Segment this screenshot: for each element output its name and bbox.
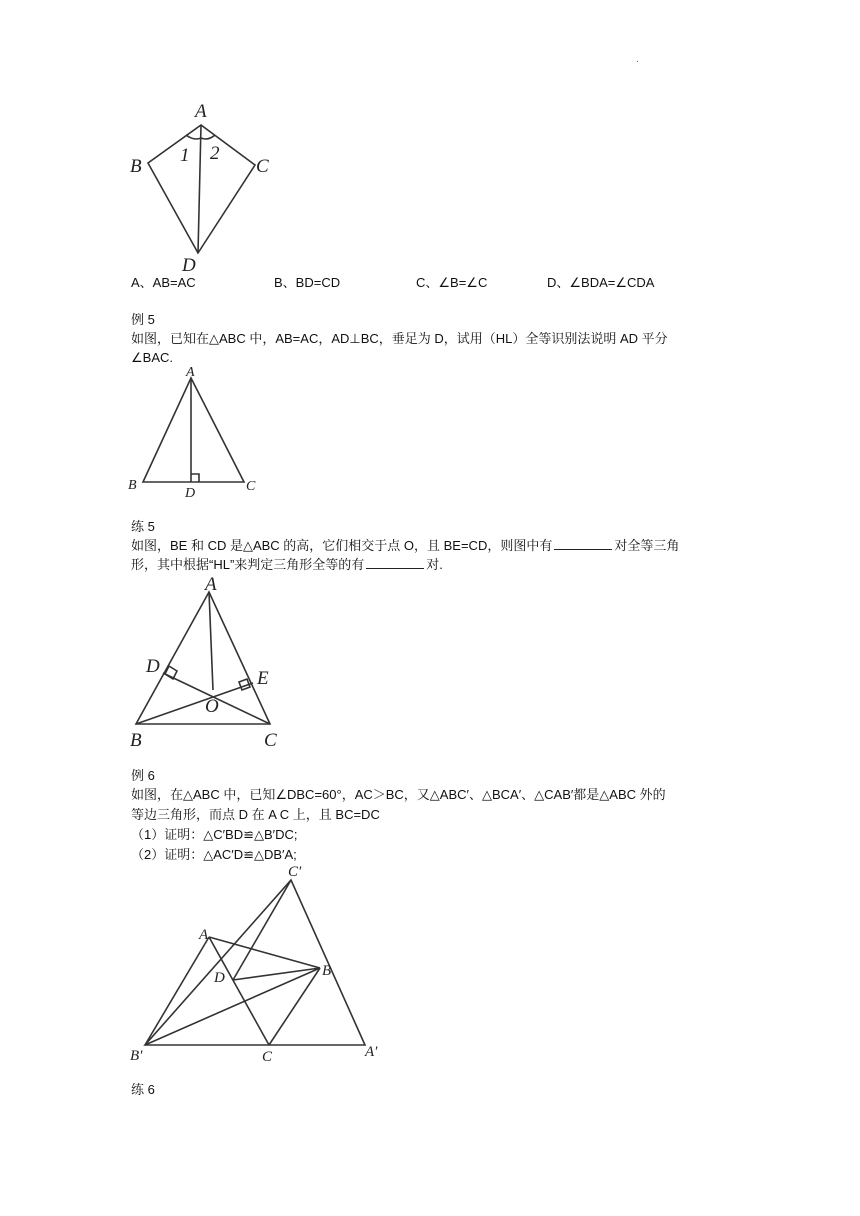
angle-arc-2 [201, 135, 215, 139]
label-c: C [246, 479, 256, 494]
label-angle-1: 1 [180, 145, 190, 166]
label-e: E [257, 668, 269, 689]
label-b: B [130, 730, 142, 751]
segment-a-b [209, 937, 320, 968]
kite-figure [120, 95, 290, 275]
segment-d-cp [233, 880, 291, 980]
label-b: B [130, 156, 142, 177]
label-c: C [262, 1049, 273, 1065]
answer-blank-1[interactable] [554, 536, 612, 550]
isosceles-triangle-figure [125, 362, 265, 502]
example-6-line-4: （2）证明：△AC′D≌△DB′A; [131, 847, 297, 862]
kite-diagonal-ad [198, 125, 201, 253]
label-c-prime: C′ [288, 864, 302, 880]
practice-5-title: 练 5 [131, 519, 155, 534]
label-a: A [199, 927, 209, 943]
practice-5-text-2b: 对. [426, 557, 443, 572]
example-6-line-1: 如图，在△ABC 中，已知∠DBC=60°，AC＞BC，又△ABC′、△BCA′、△CAB′都是△ABC 外的 [131, 787, 666, 802]
practice-5-line-1 [131, 536, 679, 556]
option-a: A、AB=AC [131, 275, 196, 290]
label-d: D [185, 486, 196, 501]
option-c: C、∠B=∠C [416, 275, 488, 290]
practice-6-title: 练 6 [131, 1082, 155, 1097]
practice-5-text-1b: 对全等三角 [614, 538, 680, 553]
segment-a-c [209, 937, 269, 1045]
label-a: A [186, 365, 195, 380]
example-5-line-1: 如图，已知在△ABC 中，AB=AC，AD⊥BC，垂足为 D，试用（HL）全等识别法说明 AD 平分 [131, 331, 668, 346]
example-6-title: 例 6 [131, 768, 155, 783]
segment-a-bp [145, 937, 209, 1045]
label-b-prime: B′ [130, 1048, 143, 1064]
kite-outline [148, 125, 255, 253]
label-a: A [205, 574, 217, 595]
equilateral-triangles-figure [125, 860, 395, 1070]
example-5-line-2: ∠BAC. [131, 350, 173, 365]
label-a-prime: A′ [365, 1044, 378, 1060]
label-o: O [205, 696, 219, 717]
angle-arc-1 [186, 135, 201, 139]
example-6-line-2: 等边三角形，而点 D 在 A C 上，且 BC=DC [131, 807, 380, 822]
header-mark: . [636, 54, 639, 65]
label-d: D [182, 255, 196, 276]
label-c: C [256, 156, 269, 177]
label-d: D [214, 970, 225, 986]
label-angle-2: 2 [210, 143, 220, 164]
segment-ao [209, 592, 213, 690]
label-a: A [195, 101, 207, 122]
triangle-abc [143, 378, 244, 482]
label-b: B [128, 478, 137, 493]
practice-5-text-2a: 形，其中根据“HL”来判定三角形全等的有 [131, 557, 365, 572]
option-d: D、∠BDA=∠CDA [547, 275, 655, 290]
label-b: B [322, 963, 332, 979]
answer-blank-2[interactable] [366, 555, 424, 569]
label-c: C [264, 730, 277, 751]
option-b: B、BD=CD [274, 275, 341, 290]
right-angle-mark [191, 474, 199, 482]
practice-5-line-2 [131, 555, 443, 575]
right-angle-mark-e [239, 679, 250, 690]
altitudes-triangle-figure [125, 574, 285, 751]
example-6-line-3: （1）证明：△C′BD≌△B′DC; [131, 827, 298, 842]
example-5-title: 例 5 [131, 312, 155, 327]
practice-5-text-1a: 如图，BE 和 CD 是△ABC 的高，它们相交于点 O，且 BE=CD，则图中有 [131, 538, 553, 553]
segment-be [136, 683, 253, 724]
label-d: D [146, 656, 160, 677]
